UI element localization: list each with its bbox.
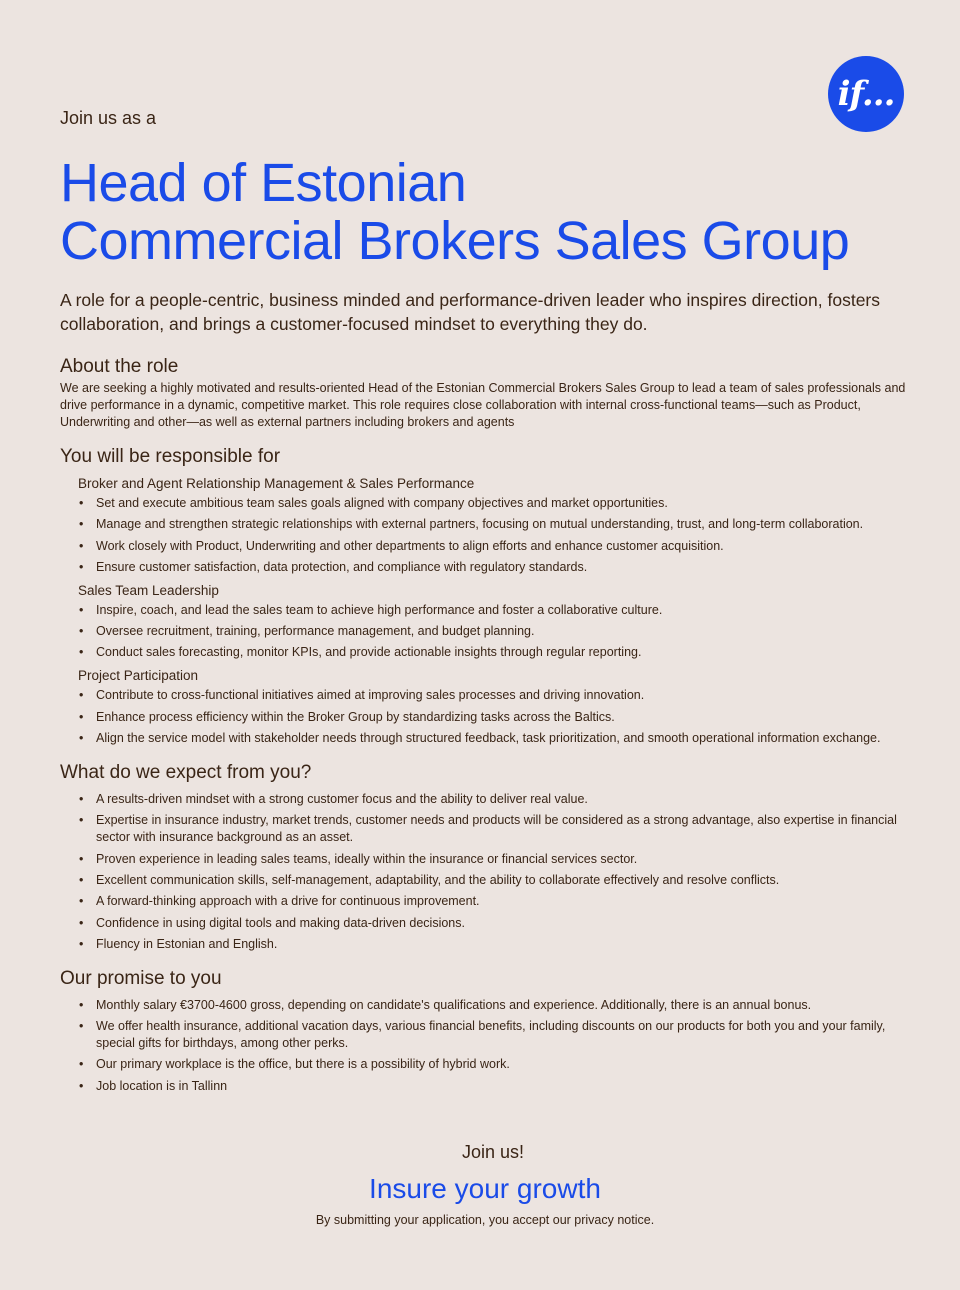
list-item: • Manage and strengthen strategic relationships with external partners, focusing on mutual understanding, trust, and long-term collaboration. bbox=[96, 516, 920, 533]
list-item: • Set and execute ambitious team sales goals aligned with company objectives and market opportunities. bbox=[96, 495, 920, 512]
list-item: • Ensure customer satisfaction, data protection, and compliance with regulatory standards. bbox=[96, 559, 920, 576]
about-heading: About the role bbox=[60, 356, 179, 377]
bullet-list bbox=[60, 997, 920, 1095]
expectations-heading: What do we expect from you? bbox=[60, 762, 312, 784]
list-item: • Inspire, coach, and lead the sales team to achieve high performance and foster a collaborative culture. bbox=[96, 602, 920, 619]
list-item: • Monthly salary €3700-4600 gross, depending on candidate's qualifications and experience. Additionally, there is an annual bonus. bbox=[96, 997, 920, 1014]
list-item: • Align the service model with stakeholder needs through structured feedback, task prioritization, and smooth operational information exchange. bbox=[96, 730, 920, 747]
group-title: Project Participation bbox=[78, 668, 199, 684]
list-item: • Excellent communication skills, self-management, adaptability, and the ability to collaborate effectively and resolve conflicts. bbox=[96, 872, 920, 889]
list-item: • A results-driven mindset with a strong customer focus and the ability to deliver real value. bbox=[96, 791, 920, 808]
about-text: We are seeking a highly motivated and results-oriented Head of the Estonian Commercial Brokers Sales Group to lead a team of sales professionals and drive performance in a dynamic, competitive market. This role requires close collaboration with internal cross-functional teams—such as Product, Underwriting and other—as well as external partners including brokers and agents bbox=[60, 381, 906, 429]
list-item: • We offer health insurance, additional vacation days, various financial benefits, including discounts on our products for both you and your family, special gifts for birthdays, among other perks. bbox=[96, 1018, 920, 1052]
if-logo: if... bbox=[828, 56, 904, 132]
responsibilities-section bbox=[60, 446, 920, 747]
list-item: • Proven experience in leading sales teams, ideally within the insurance or financial services sector. bbox=[96, 851, 920, 868]
intro-text: Join us as a bbox=[60, 108, 157, 128]
list-item: • Fluency in Estonian and English. bbox=[96, 936, 920, 953]
footer bbox=[0, 1142, 960, 1227]
responsibilities-heading: You will be responsible for bbox=[60, 446, 281, 467]
list-item: • Job location is in Tallinn bbox=[96, 1078, 920, 1095]
responsibility-group bbox=[60, 667, 920, 747]
list-item: • A forward-thinking approach with a drive for continuous improvement. bbox=[96, 893, 920, 910]
list-item: • Confidence in using digital tools and making data-driven decisions. bbox=[96, 915, 920, 932]
main-content bbox=[60, 356, 920, 1099]
about-section bbox=[60, 356, 920, 431]
list-item: • Work closely with Product, Underwriting and other departments to align efforts and enhance customer acquisition. bbox=[96, 538, 920, 555]
list-item: • Conduct sales forecasting, monitor KPIs, and provide actionable insights through regular reporting. bbox=[96, 644, 920, 661]
job-title-line-1: Head of Estonian bbox=[60, 153, 467, 213]
bullet-list bbox=[60, 602, 920, 662]
list-item: • Enhance process efficiency within the Broker Group by standardizing tasks across the Baltics. bbox=[96, 709, 920, 726]
list-item: • Contribute to cross-functional initiatives aimed at improving sales processes and driving innovation. bbox=[96, 687, 920, 704]
promise-heading: Our promise to you bbox=[60, 967, 222, 989]
list-item: • Expertise in insurance industry, market trends, customer needs and products will be considered as a strong advantage, also expertise in financial sector with insurance background as an asset. bbox=[96, 812, 920, 846]
tagline: Insure your growth bbox=[369, 1173, 601, 1204]
group-title: Sales Team Leadership bbox=[78, 582, 219, 598]
job-title bbox=[60, 154, 849, 270]
responsibility-group bbox=[60, 582, 920, 662]
bullet-list bbox=[60, 495, 920, 576]
group-title: Broker and Agent Relationship Management & Sales Performance bbox=[78, 476, 475, 491]
list-item: • Oversee recruitment, training, performance management, and budget planning. bbox=[96, 623, 920, 640]
privacy-notice: By submitting your application, you accept our privacy notice. bbox=[315, 1213, 655, 1227]
join-us-text: Join us! bbox=[461, 1142, 525, 1162]
responsibility-group bbox=[60, 475, 920, 576]
job-title-line-2: Commercial Brokers Sales Group bbox=[60, 211, 850, 271]
lead-paragraph: A role for a people-centric, business minded and performance-driven leader who inspires direction, fosters collaboration, and brings a customer-focused mindset to everything they do. bbox=[60, 290, 881, 334]
list-item: • Our primary workplace is the office, but there is a possibility of hybrid work. bbox=[96, 1056, 920, 1073]
promise-section bbox=[60, 968, 920, 1095]
expectations-section bbox=[60, 762, 920, 953]
bullet-list bbox=[60, 791, 920, 953]
bullet-list bbox=[60, 687, 920, 747]
